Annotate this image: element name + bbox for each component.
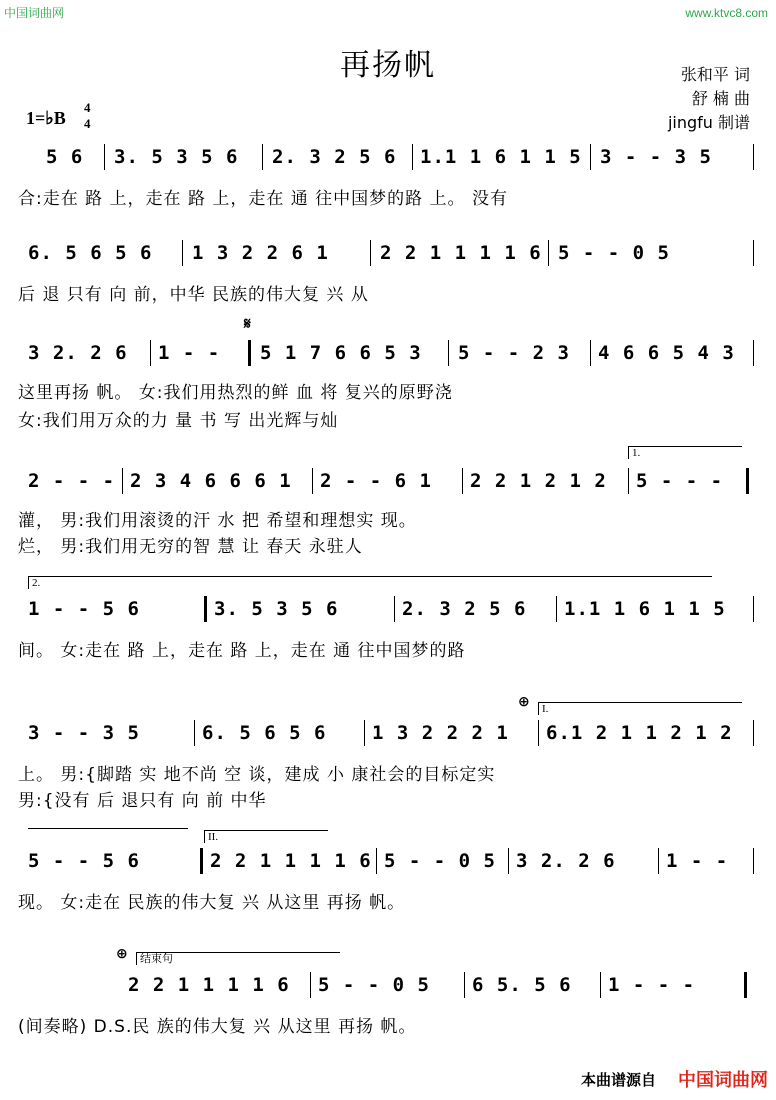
footer-source: 本曲谱源自 [580,1071,656,1089]
lyric-line: 后 退 只有 向 前，中华 民族的伟大复 兴 从 [18,285,369,305]
lyricist-credit: 张和平 词 [680,65,750,84]
lyric-line: 间。 女:走在 路 上，走在 路 上，走在 通 往中国梦的路 [18,641,466,661]
measure: 2. 3 2 5 6 [272,146,397,168]
ending-bracket-I: I. [538,702,742,715]
measure: 5 - - 2 3 [458,342,570,364]
barline [753,720,754,746]
measure: 1 - - 5 6 [28,598,140,620]
barline [182,240,183,266]
measure: 2. 3 2 5 6 [402,598,527,620]
barline [104,144,105,170]
barline [462,468,463,494]
barline [658,848,659,874]
barline [364,720,365,746]
ending-bracket-2: 2. [28,576,712,589]
barline [628,468,629,494]
lyric-line-2: 烂， 男:我们用无穷的智 慧 让 春天 永驻人 [18,537,363,557]
measure: 2 2 1 1 1 1 6 [128,974,290,996]
measure: 2 - - - [28,470,116,492]
notes-row [18,592,758,626]
time-sig-top: 4 [84,100,91,115]
barline [370,240,371,266]
barline [556,596,557,622]
ending-bracket-II: II. [204,830,328,843]
measure: 1.1 1 6 1 1 5 [564,598,726,620]
measure: 3 2. 2 6 [28,342,128,364]
barline [310,972,311,998]
measure: 3 - - 3 5 [600,146,712,168]
barline [548,240,549,266]
lyric-line-1: 上。 男:{脚踏 实 地不尚 空 谈，建成 小 康社会的目标定实 [18,765,496,785]
barline [753,340,754,366]
notes-row [18,336,758,370]
engraver-credit: jingfu 制谱 [667,113,750,132]
time-sig-bottom: 4 [84,116,91,131]
lyric-line: 合:走在 路 上，走在 路 上，走在 通 往中国梦的路 上。 没有 [18,189,508,209]
barline [600,972,601,998]
barline [590,144,591,170]
key-signature: 1=♭B [26,108,66,128]
measure: 5 6 [46,146,84,168]
barline [590,340,591,366]
lyric-line-1: 灌， 男:我们用滚烫的汗 水 把 希望和理想实 现。 [18,511,417,531]
notes-row [18,464,758,498]
barline [538,720,539,746]
barline [753,596,754,622]
measure: 1.1 1 6 1 1 5 [420,146,582,168]
notes-row [18,140,758,174]
barline [312,468,313,494]
barline [753,848,754,874]
measure: 4 6 6 5 4 3 [598,342,735,364]
measure: 3 - - 3 5 [28,722,140,744]
coda-sign: ⊕ [518,694,530,710]
measure: 2 - - 6 1 [320,470,432,492]
measure: 1 3 2 2 2 1 [372,722,509,744]
footer-site-link[interactable]: 中国词曲网 [678,1070,768,1091]
measure: 5 - - 0 5 [318,974,430,996]
measure: 3. 5 3 5 6 [114,146,239,168]
lyric-line: (间奏略) D.S.民 族的伟大复 兴 从这里 再扬 帆。 [18,1017,417,1037]
segno-sign: 𝄋 [244,314,251,333]
watermark-right[interactable]: www.ktvc8.com [685,6,768,20]
measure: 5 - - 5 6 [28,850,140,872]
barline [508,848,509,874]
barline [464,972,465,998]
lyric-line: 现。 女:走在 民族的伟大复 兴 从这里 再扬 帆。 [18,893,406,913]
barline [150,340,151,366]
repeat-start-barline [248,340,251,366]
final-barline [744,972,747,998]
measure: 2 2 1 1 1 1 6 [380,242,542,264]
repeat-end-barline [746,468,749,494]
measure: 6. 5 6 5 6 [28,242,153,264]
measure: 6.1 2 1 1 2 1 2 [546,722,733,744]
notes-row [18,844,758,878]
barline [122,468,123,494]
barline [194,720,195,746]
repeat-start-barline [204,596,207,622]
watermark-left: 中国词曲网 [4,6,65,20]
time-signature [84,100,91,132]
barline [753,144,754,170]
measure: 5 - - 0 5 [558,242,670,264]
coda-sign-2: ⊕ [116,946,128,962]
measure: 5 - - 0 5 [384,850,496,872]
barline [262,144,263,170]
barline [412,144,413,170]
ending-I-continuation [28,828,188,829]
notes-row [18,236,758,270]
measure: 2 3 4 6 6 6 1 [130,470,292,492]
barline [448,340,449,366]
notes-row [18,716,758,750]
measure: 6 5. 5 6 [472,974,572,996]
lyric-line-1: 这里再扬 帆。 女:我们用热烈的鲜 血 将 复兴的原野浇 [18,383,453,403]
measure: 5 1 7 6 6 5 3 [260,342,422,364]
lyric-line-2: 男:{没有 后 退只有 向 前 中华 [18,791,267,811]
end-phrase-bracket: 结束句 [136,952,340,965]
measure: 1 - - [666,850,729,872]
composer-credit: 舒 楠 曲 [691,89,750,108]
lyric-line-2: 女:我们用万众的力 量 书 写 出光辉与灿 [18,411,339,431]
barline [394,596,395,622]
measure: 2 2 1 1 1 1 6 [210,850,372,872]
ending-bracket-1: 1. [628,446,742,459]
song-title: 再扬帆 [340,48,436,83]
barline [753,240,754,266]
measure: 6. 5 6 5 6 [202,722,327,744]
measure: 3. 5 3 5 6 [214,598,339,620]
measure: 5 - - - [636,470,724,492]
measure: 1 - - - [608,974,696,996]
repeat-end-barline [200,848,203,874]
measure: 1 - - [158,342,221,364]
measure: 2 2 1 2 1 2 [470,470,607,492]
notes-row [18,968,758,1002]
measure: 1 3 2 2 6 1 [192,242,329,264]
measure: 3 2. 2 6 [516,850,616,872]
barline [376,848,377,874]
